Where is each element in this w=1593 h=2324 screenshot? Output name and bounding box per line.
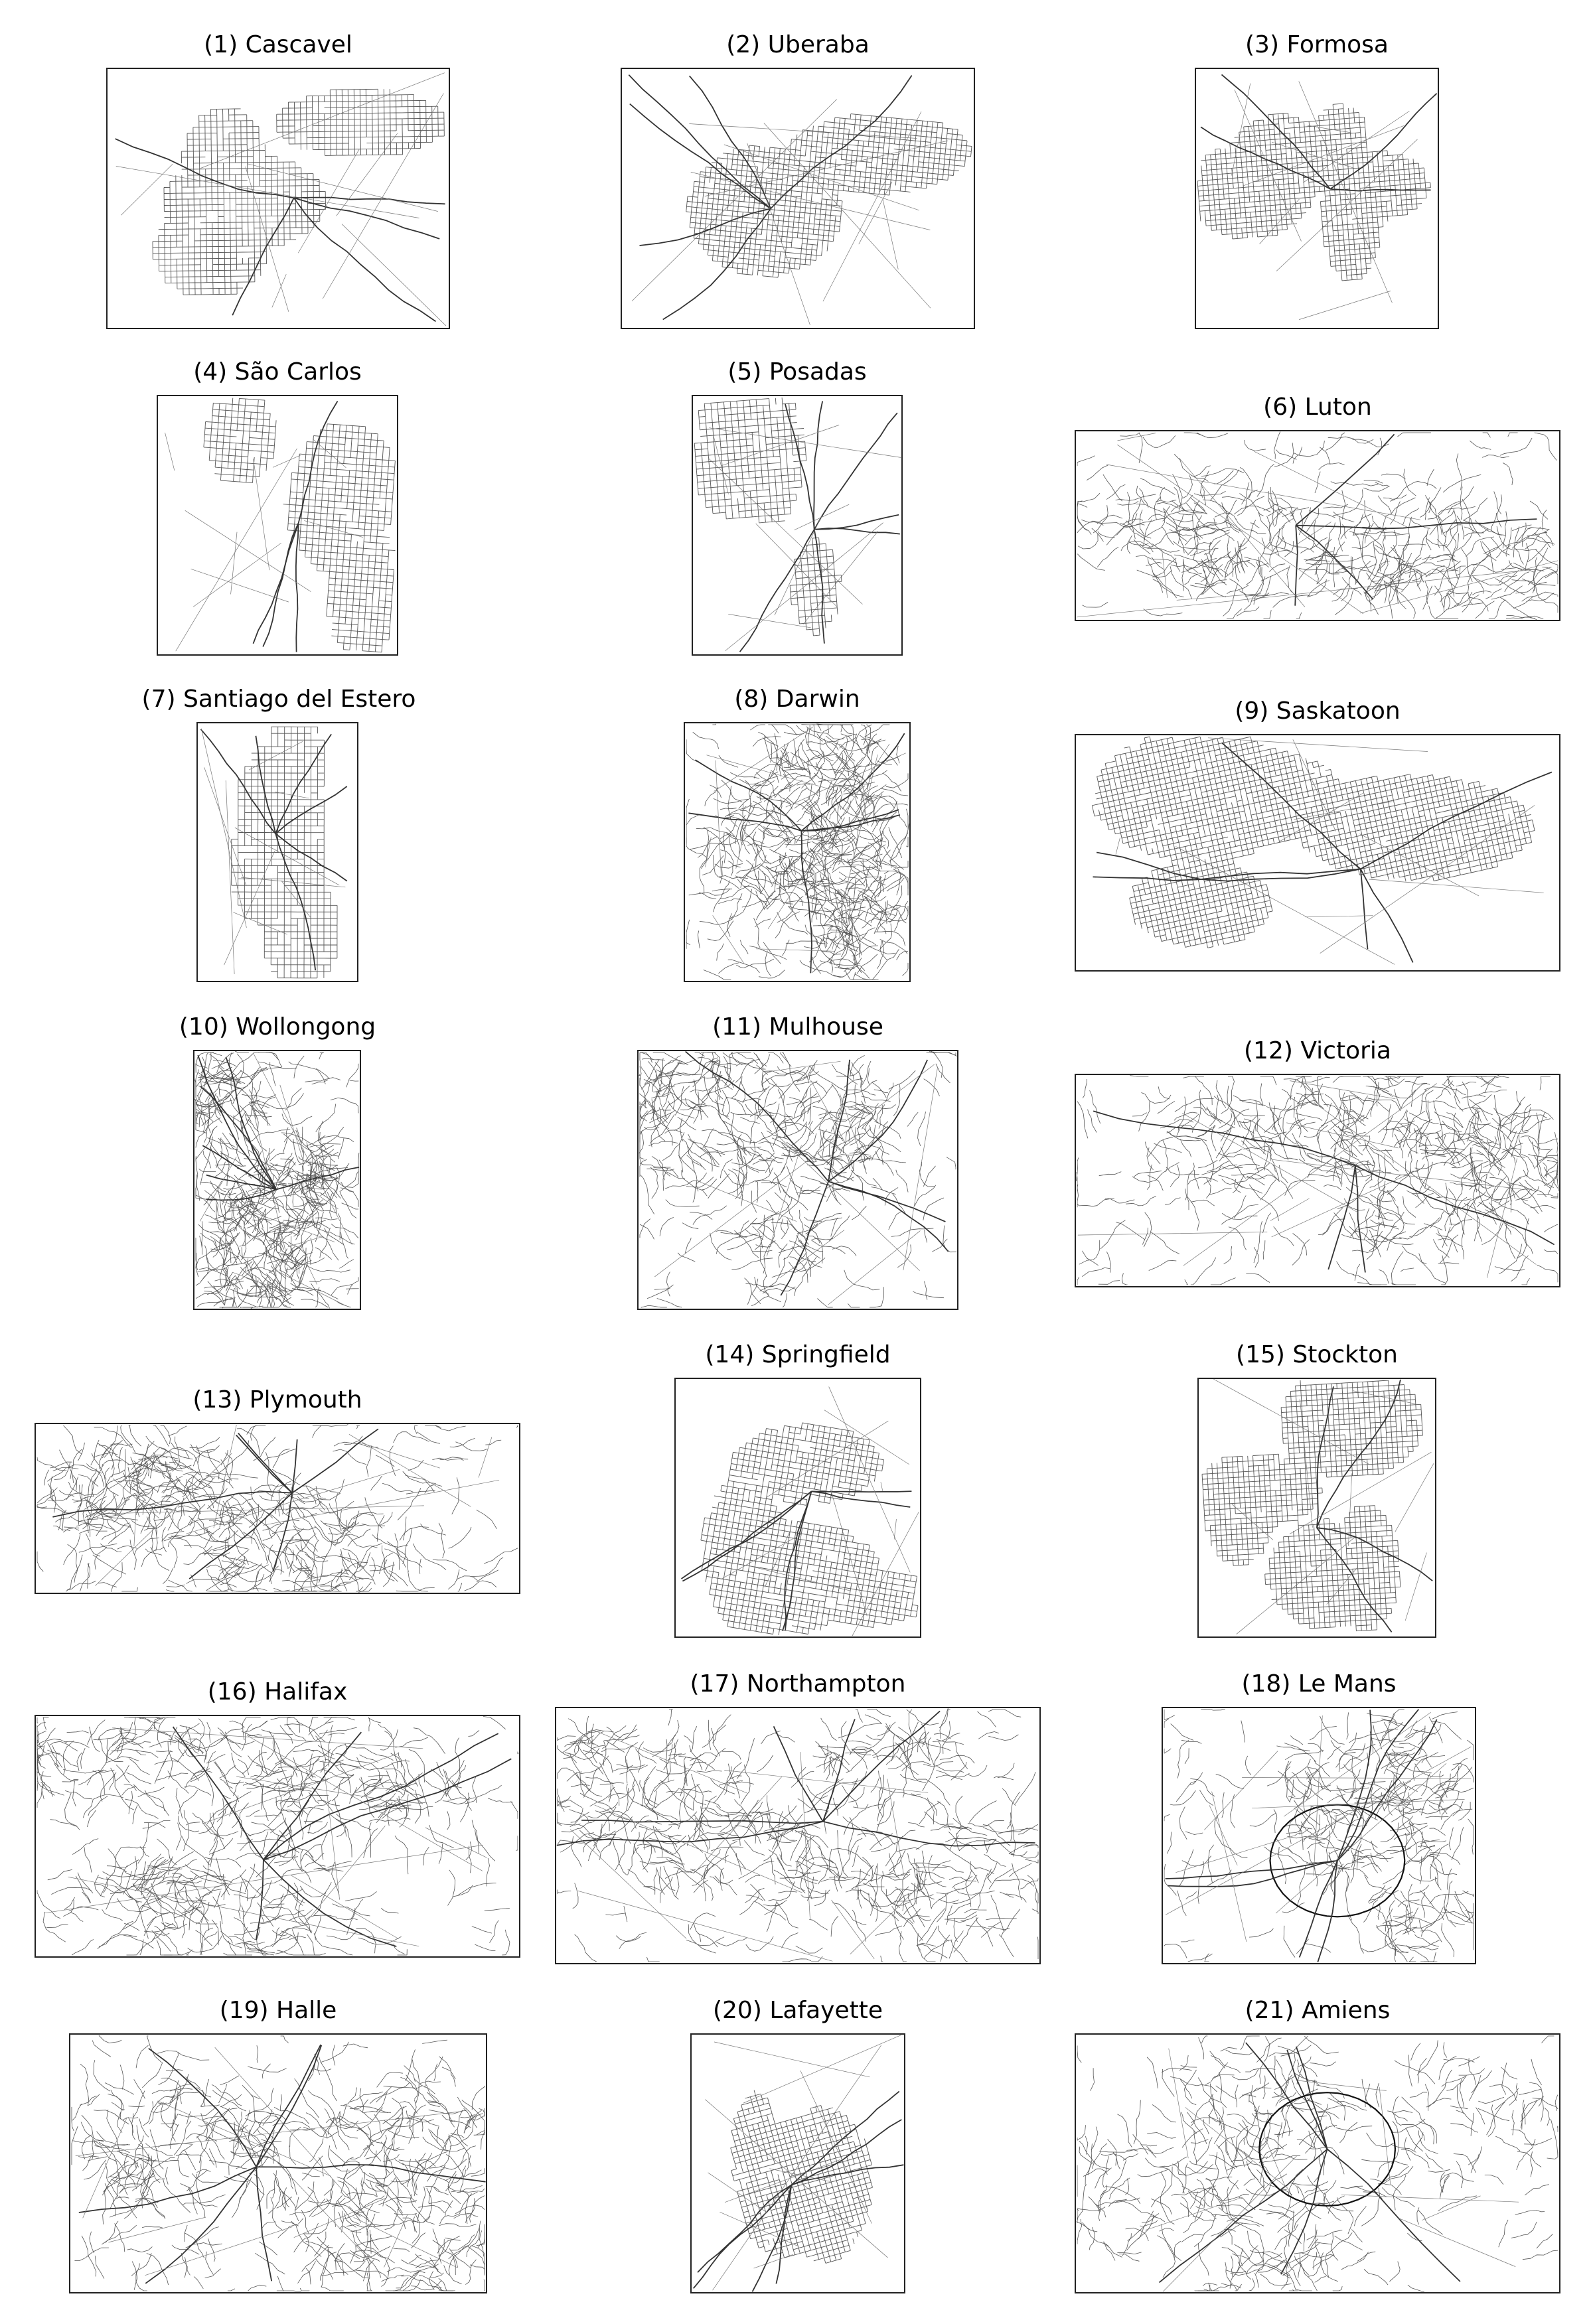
panel-title: (1) Cascavel [204,31,352,58]
panel-saskatoon [1075,699,1560,972]
panel-posadas [692,360,903,656]
panel-plymouth [35,1388,520,1594]
panel-title: (4) São Carlos [193,358,362,386]
panel-halifax [35,1680,520,1958]
panel-lafayette [690,1999,905,2293]
panel-title: (9) Saskatoon [1235,697,1401,725]
panel-title: (19) Halle [219,1997,337,2024]
street-network-map [684,722,911,982]
street-network-map [35,1423,520,1594]
street-network-map [674,1378,921,1638]
panel-springfield [674,1343,921,1638]
street-network-map [1075,734,1560,972]
panel-sao-carlos [157,360,398,656]
street-network-map [1195,68,1439,329]
street-network-map [193,1050,361,1310]
panel-title: (10) Wollongong [179,1013,376,1041]
street-network-map [1075,1074,1560,1287]
panel-title: (17) Northampton [690,1670,906,1698]
panel-mulhouse [637,1015,958,1310]
panel-title: (21) Amiens [1245,1997,1391,2024]
street-network-map [637,1050,958,1310]
panel-title: (14) Springfield [705,1341,891,1368]
panel-title: (12) Victoria [1244,1037,1391,1064]
street-network-map [1075,430,1560,621]
panel-title: (16) Halifax [207,1678,348,1706]
panel-title: (20) Lafayette [712,1997,883,2024]
street-network-map [555,1707,1041,1964]
panel-luton [1075,396,1560,621]
panel-cascavel [106,33,450,329]
panel-title: (18) Le Mans [1241,1670,1397,1698]
street-network-map [690,2033,905,2293]
street-network-map [157,395,398,656]
panel-formosa [1195,33,1439,329]
street-network-map [196,722,358,982]
panel-title: (13) Plymouth [192,1386,362,1414]
panel-wollongong [173,1015,382,1310]
panel-northampton [555,1672,1041,1964]
street-network-map [1162,1707,1476,1964]
panel-title: (5) Posadas [727,358,867,386]
panel-darwin [684,688,911,982]
panel-title: (11) Mulhouse [712,1013,883,1041]
panel-halle [69,1999,487,2293]
street-network-map [621,68,975,329]
panel-le-mans [1162,1672,1476,1964]
panel-stockton [1195,1343,1439,1638]
panel-uberaba [621,33,975,329]
panel-title: (8) Darwin [734,686,860,713]
street-network-map [1075,2033,1560,2293]
panel-title: (2) Uberaba [726,31,870,58]
panel-victoria [1075,1039,1560,1287]
panel-title: (7) Santiago del Estero [141,686,416,713]
street-network-map [106,68,450,329]
street-network-map [35,1715,520,1958]
panel-title: (15) Stockton [1236,1341,1398,1368]
panel-title: (3) Formosa [1245,31,1389,58]
street-network-map [1197,1378,1436,1638]
panel-amiens [1075,1999,1560,2293]
street-network-map [69,2033,487,2293]
panel-santiago-del-estero [133,688,425,982]
street-network-map [692,395,903,656]
panel-title: (6) Luton [1263,394,1372,421]
